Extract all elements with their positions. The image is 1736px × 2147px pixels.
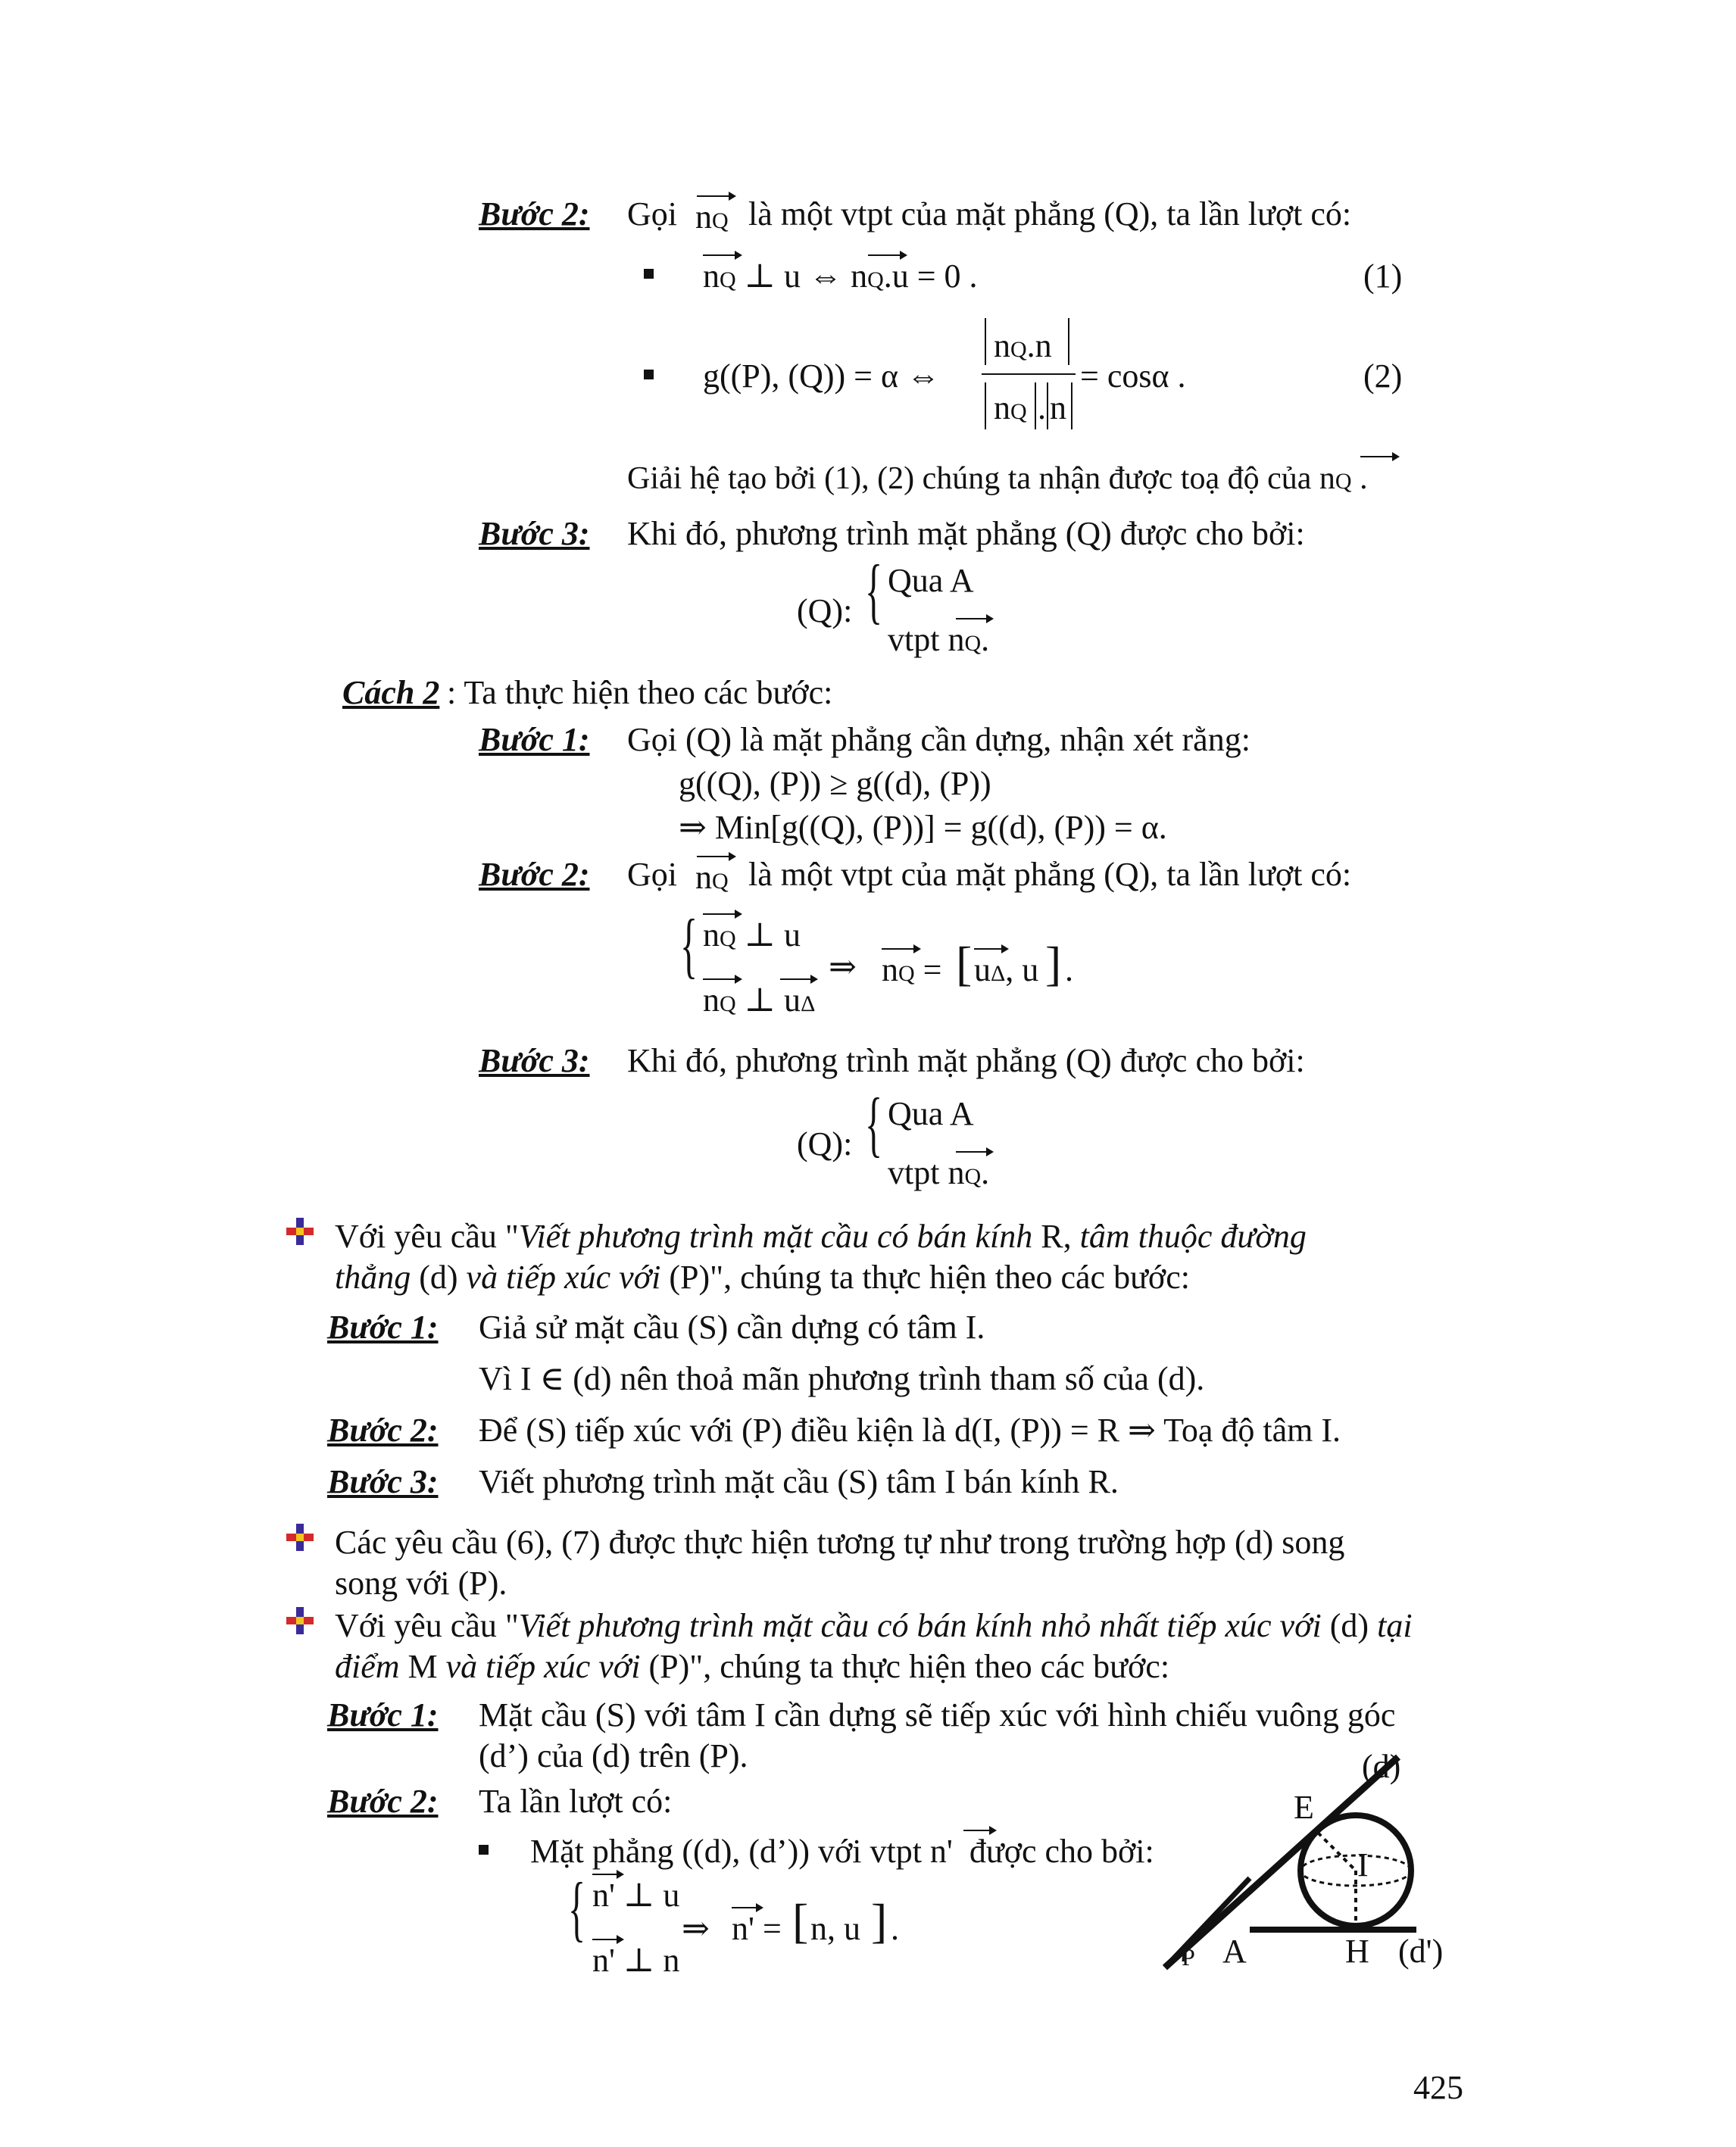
step-line: ⇒ Min[g((Q), (P))] = g((d), (P)) = α. (679, 809, 1167, 846)
cross-bullet-icon (285, 1606, 315, 1636)
system-line-2: nQ ⊥ uΔ (703, 981, 816, 1019)
implies: ⇒ (829, 948, 857, 985)
bracket-content: uΔ, u (974, 951, 1039, 988)
step-text-prefix: Gọi (627, 856, 677, 893)
requirement-line: Với yêu cầu "Viết phương trình mặt cầu có bán kính nhỏ nhất tiếp xúc với (d) tại (335, 1607, 1413, 1644)
vector-arrow (868, 254, 906, 256)
equation-number: (1) (1363, 257, 1403, 295)
vector-n: nQ (695, 198, 729, 236)
system-brace: { (865, 550, 883, 631)
system-brace: { (865, 1083, 883, 1164)
vector-arrow (974, 948, 1007, 950)
abs-bar (1035, 382, 1036, 429)
fraction-bar (982, 373, 1076, 375)
result-dot: . (891, 1910, 899, 1947)
step-heading: Bước 2: (479, 195, 590, 232)
step-text: là một vtpt của mặt phẳng (Q), ta lần lượt có: (748, 195, 1352, 232)
implies: ⇒ (682, 1910, 710, 1947)
step-heading: Bước 2: (479, 856, 590, 893)
equation-2-left: g((P), (Q)) = α ⇔ (703, 357, 941, 395)
vector-arrow (703, 254, 741, 256)
method-heading: Cách 2 (342, 674, 440, 711)
system-line-1: nQ ⊥ u (703, 916, 801, 953)
vector-arrow (1360, 456, 1398, 457)
step-heading: Bước 2: (327, 1412, 439, 1449)
step-text: Giả sử mặt cầu (S) cần dựng có tâm I. (479, 1309, 985, 1346)
fraction-numerator: nQ.n (994, 327, 1052, 364)
step-text: Gọi (Q) là mặt phẳng cần dựng, nhận xét rằng: (627, 721, 1250, 758)
step-heading: Bước 1: (327, 1696, 439, 1734)
vector-arrow (882, 948, 920, 950)
step-text: Vì I ∈ (d) nên thoả mãn phương trình tham số của (d). (479, 1360, 1205, 1397)
vector-arrow (956, 618, 992, 619)
step-heading: Bước 3: (327, 1463, 439, 1500)
system-brace: { (680, 904, 698, 985)
step-text: Khi đó, phương trình mặt phẳng (Q) được cho bởi: (627, 515, 1305, 552)
vector-arrow (703, 913, 741, 915)
result-n: nQ = (882, 951, 942, 988)
requirement-line: điểm M và tiếp xúc với (P)", chúng ta thực hiện theo các bước: (335, 1648, 1170, 1685)
step-heading: Bước 2: (327, 1783, 439, 1820)
bracket-right: ] (871, 1894, 888, 1948)
step-text: Viết phương trình mặt cầu (S) tâm I bán kính R. (479, 1463, 1119, 1500)
fraction-denominator: nQ (994, 389, 1027, 426)
step-heading: Bước 1: (479, 721, 590, 758)
equation-2-right: = cosα . (1080, 357, 1186, 395)
bullet-square (644, 370, 654, 379)
system-line-1: n' ⊥ u (592, 1877, 680, 1914)
label-H: H (1345, 1933, 1369, 1970)
step-text-prefix: Gọi (627, 195, 677, 232)
step-text: Ta lần lượt có: (479, 1783, 673, 1820)
bracket-content: n, u (810, 1910, 860, 1947)
label-I: I (1357, 1846, 1369, 1883)
fraction-n: n (1050, 389, 1066, 426)
abs-bar (1071, 382, 1073, 429)
cross-bullet-icon (285, 1522, 315, 1553)
cross-bullet-icon (285, 1216, 315, 1247)
system-label: (Q): (797, 1125, 853, 1162)
vector-arrow (956, 1151, 992, 1153)
requirement-line: thẳng (d) và tiếp xúc với (P)", chúng ta thực hiện theo các bước: (335, 1259, 1190, 1296)
abs-bar (1068, 318, 1069, 365)
label-d: (d) (1362, 1748, 1401, 1785)
fraction-dot: . (1038, 389, 1046, 426)
label-d-prime: (d') (1398, 1933, 1444, 1970)
label-A: A (1222, 1933, 1247, 1970)
system-line-1: Qua A (888, 562, 974, 599)
label-P: P (1182, 1943, 1195, 1971)
system-line-1: Qua A (888, 1095, 974, 1132)
step-heading: Bước 1: (327, 1309, 439, 1346)
step-line: g((Q), (P)) ≥ g((d), (P)) (679, 765, 991, 802)
vector-arrow (592, 1939, 623, 1940)
system-label: (Q): (797, 592, 853, 629)
requirement-line: song với (P). (335, 1565, 507, 1602)
requirement-line: Các yêu cầu (6), (7) được thực hiện tương tự như trong trường hợp (d) song (335, 1524, 1345, 1561)
bracket-left: [ (792, 1894, 809, 1948)
bullet-square (479, 1845, 489, 1855)
radius-IE (1318, 1833, 1356, 1871)
abs-bar (985, 382, 986, 429)
vector-arrow (592, 1874, 623, 1875)
step-text: (d’) của (d) trên (P). (479, 1737, 748, 1774)
vector-n: nQ (695, 859, 729, 896)
vector-arrow (963, 1830, 995, 1831)
equation-number: (2) (1363, 357, 1403, 395)
vector-arrow (703, 978, 741, 980)
requirement-line: Với yêu cầu "Viết phương trình mặt cầu có bán kính R, tâm thuộc đường (335, 1218, 1307, 1255)
vector-arrow (697, 856, 735, 857)
label-E: E (1294, 1789, 1314, 1826)
step-text: Khi đó, phương trình mặt phẳng (Q) được cho bởi: (627, 1042, 1305, 1079)
abs-bar (985, 318, 986, 365)
step-heading: Bước 3: (479, 515, 590, 552)
method-text: : Ta thực hiện theo các bước: (447, 674, 833, 711)
vector-arrow (780, 978, 816, 980)
solve-line: Giải hệ tạo bởi (1), (2) chúng ta nhận được toạ độ của nQ . (627, 461, 1368, 496)
step-heading: Bước 3: (479, 1042, 590, 1079)
system-brace: { (568, 1868, 586, 1949)
bullet-text: Mặt phẳng ((d), (d’)) với vtpt n' được cho bởi: (530, 1833, 1154, 1870)
page-number: 425 (1413, 2069, 1463, 2106)
abs-bar (1047, 382, 1048, 429)
vector-arrow (732, 1907, 762, 1908)
bracket-right: ] (1045, 937, 1062, 991)
result-n: n' = (732, 1910, 782, 1947)
system-line-2: n' ⊥ n (592, 1942, 680, 1979)
result-dot: . (1065, 951, 1073, 988)
system-line-2: vtpt nQ. (888, 1154, 990, 1191)
step-text: là một vtpt của mặt phẳng (Q), ta lần lượt có: (748, 856, 1352, 893)
equation-1: nQ ⊥ u ⇔ nQ.u = 0 . (703, 257, 978, 295)
step-text: Mặt cầu (S) với tâm I cần dựng sẽ tiếp xúc với hình chiếu vuông góc (479, 1696, 1396, 1734)
vector-arrow (697, 195, 735, 197)
bracket-left: [ (956, 937, 973, 991)
bullet-square (644, 269, 654, 279)
system-line-2: vtpt nQ. (888, 621, 990, 658)
step-text: Để (S) tiếp xúc với (P) điều kiện là d(I, (P)) = R ⇒ Toạ độ tâm I. (479, 1412, 1341, 1449)
